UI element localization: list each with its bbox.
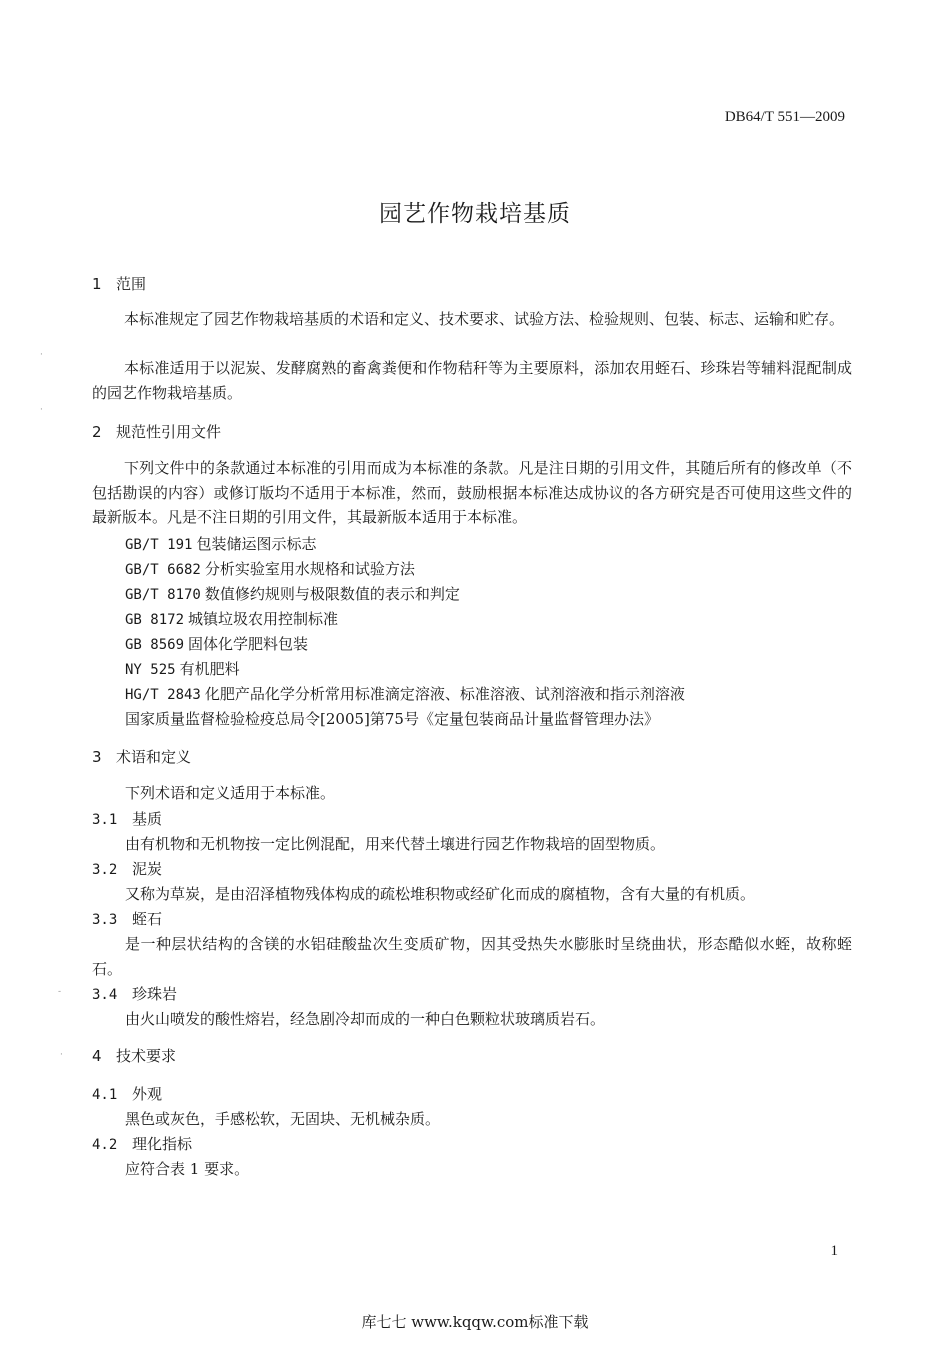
section-1-paragraph-1: 本标准规定了园艺作物栽培基质的术语和定义、技术要求、试验方法、检验规则、包装、标志、运输和贮存。 [124, 310, 845, 328]
section-title: 规范性引用文件 [116, 423, 222, 441]
document-title: 园艺作物栽培基质 [379, 201, 571, 227]
term-name: 蛭石 [132, 910, 163, 928]
reference-code: GB/T 6682 [125, 562, 201, 578]
section-1-paragraph-2: 本标准适用于以泥炭、发酵腐熟的畜禽粪便和作物秸秆等为主要原料，添加农用蛭石、珍珠岩等辅料混配制成的园艺作物栽培基质。 [92, 359, 852, 402]
reference-title: 城镇垃圾农用控制标准 [188, 610, 339, 628]
section-number: 4 [92, 1047, 102, 1065]
scan-speck: · [40, 350, 43, 360]
term-number: 3.4 [92, 987, 118, 1003]
section-number: 1 [92, 275, 102, 293]
clause-text: 应符合表 1 要求。 [125, 1160, 250, 1178]
scan-speck: · [40, 405, 43, 415]
section-1-heading [92, 273, 146, 294]
term-heading [92, 908, 162, 929]
term-name: 泥炭 [132, 860, 163, 878]
reference-item [125, 608, 338, 629]
clause-number: 4.2 [92, 1137, 118, 1153]
reference-code: GB 8569 [125, 637, 185, 653]
section-number: 3 [92, 748, 102, 766]
footer-watermark: 库七七 www.kqqw.com标准下载 [361, 1313, 589, 1331]
reference-item [125, 633, 308, 654]
section-3-heading [92, 746, 191, 767]
term-number: 3.1 [92, 812, 118, 828]
reference-title: 固体化学肥料包装 [188, 635, 309, 653]
reference-code: NY 525 [125, 662, 176, 678]
reference-item [125, 583, 460, 604]
section-title: 范围 [116, 275, 147, 293]
section-title: 技术要求 [116, 1047, 177, 1065]
reference-title: 分析实验室用水规格和试验方法 [204, 560, 415, 578]
term-heading [92, 808, 162, 829]
reference-code: HG/T 2843 [125, 687, 201, 703]
term-heading [92, 858, 162, 879]
term-number: 3.3 [92, 912, 118, 928]
reference-item [125, 533, 316, 554]
clause-number: 4.1 [92, 1087, 118, 1103]
term-name: 基质 [132, 810, 163, 828]
section-4-heading [92, 1045, 176, 1066]
reference-title: 包装储运图示标志 [196, 535, 317, 553]
section-number: 2 [92, 423, 102, 441]
reference-title: 化肥产品化学分析常用标准滴定溶液、标准溶液、试剂溶液和指示剂溶液 [204, 685, 685, 703]
reference-code: GB/T 8170 [125, 587, 201, 603]
term-definition: 是一种层状结构的含镁的水铝硅酸盐次生变质矿物，因其受热失水膨胀时呈绕曲状，形态酷似水蛭，故称蛭石。 [92, 935, 852, 978]
term-definition: 由火山喷发的酸性熔岩，经急剧冷却而成的一种白色颗粒状玻璃质岩石。 [125, 1010, 606, 1028]
clause-heading [92, 1083, 162, 1104]
reference-item [125, 683, 685, 704]
clause-title: 外观 [132, 1085, 163, 1103]
scan-speck: - [58, 987, 62, 997]
reference-code: GB 8172 [125, 612, 185, 628]
reference-item-regulation: 国家质量监督检验检疫总局令[2005]第75号《定量包装商品计量监督管理办法》 [125, 710, 659, 728]
clause-heading [92, 1133, 192, 1154]
standard-code: DB64/T 551—2009 [724, 109, 845, 125]
section-2-heading [92, 421, 221, 442]
page-number: 1 [830, 1243, 838, 1259]
section-3-intro: 下列术语和定义适用于本标准。 [125, 784, 336, 802]
reference-code: GB/T 191 [125, 537, 193, 553]
section-2-intro: 下列文件中的条款通过本标准的引用而成为本标准的条款。凡是注日期的引用文件，其随后所有的修改单（不包括勘误的内容）或修订版均不适用于本标准，然而，鼓励根据本标准达成协议的各方研究是否可使用这些文件的最新版本。凡是不注日期的引用文件，其最新版本适用于本标准。 [92, 459, 852, 526]
reference-title: 数值修约规则与极限数值的表示和判定 [204, 585, 460, 603]
term-number: 3.2 [92, 862, 118, 878]
term-definition: 由有机物和无机物按一定比例混配，用来代替土壤进行园艺作物栽培的固型物质。 [125, 835, 666, 853]
term-heading [92, 983, 177, 1004]
term-definition: 又称为草炭，是由沼泽植物残体构成的疏松堆积物或经矿化而成的腐植物，含有大量的有机质。 [125, 885, 756, 903]
section-title: 术语和定义 [116, 748, 192, 766]
term-name: 珍珠岩 [132, 985, 178, 1003]
reference-title: 有机肥料 [179, 660, 240, 678]
scan-speck: · [60, 1050, 63, 1060]
reference-item [125, 658, 240, 679]
clause-text: 黑色或灰色，手感松软，无固块、无机械杂质。 [125, 1110, 441, 1128]
reference-item [125, 558, 415, 579]
clause-title: 理化指标 [132, 1135, 193, 1153]
